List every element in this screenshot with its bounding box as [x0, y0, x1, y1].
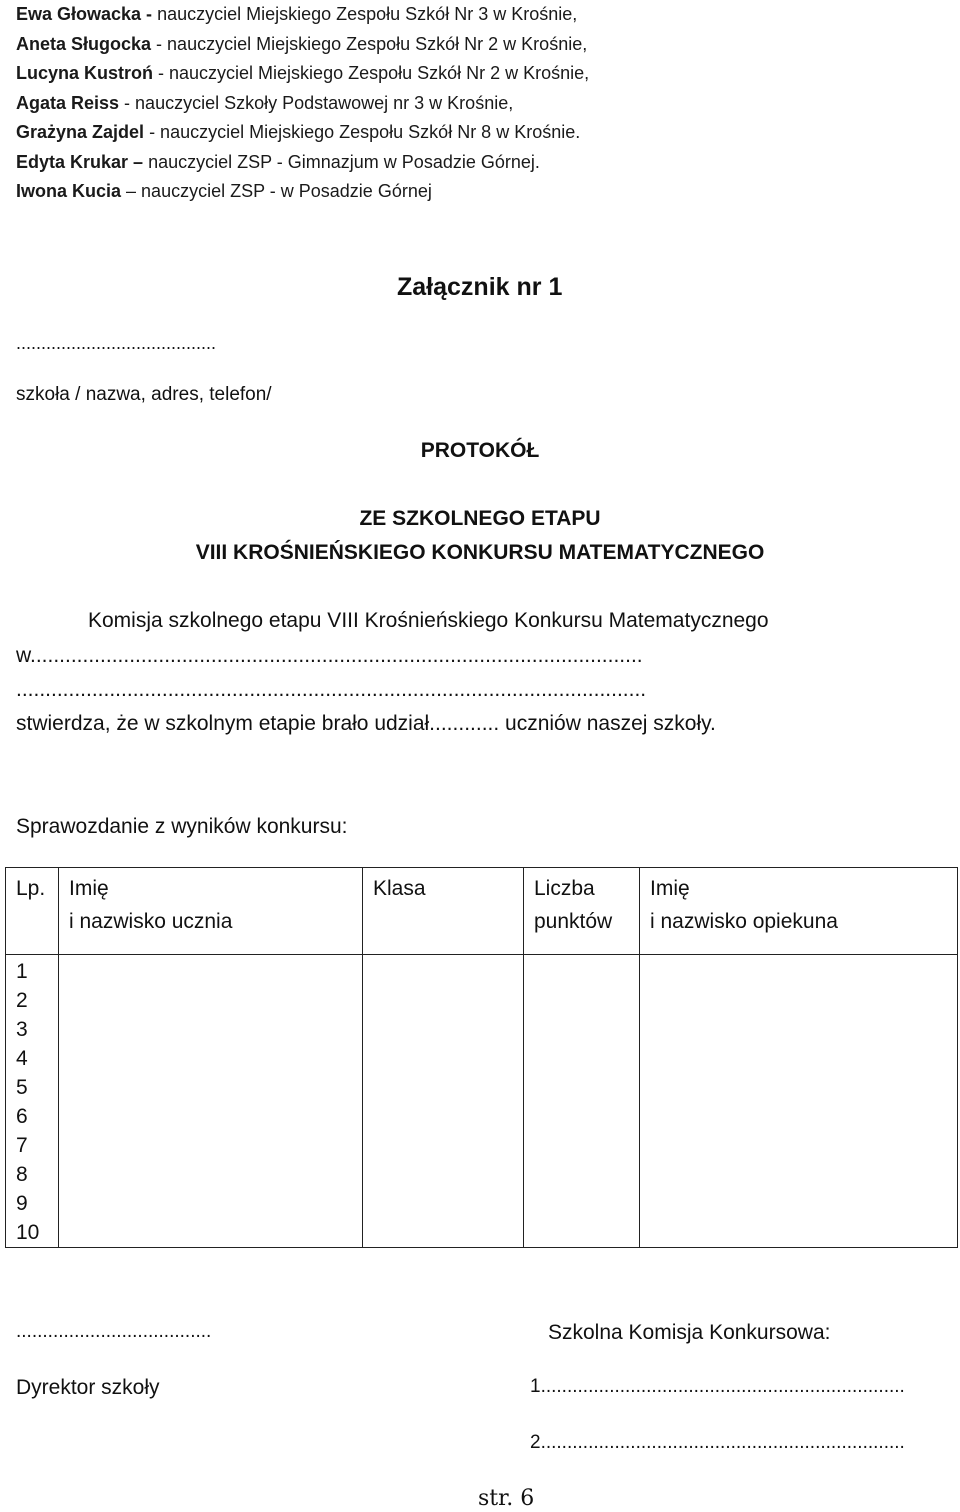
points-cell[interactable] — [524, 955, 640, 1248]
header-student-name-line-2: i nazwisko ucznia — [69, 910, 233, 933]
director-label: Dyrektor szkoły — [16, 1376, 160, 1399]
commission-line: Komisja szkolnego etapu VIII Krośnieńskiego Konkursu Matematycznego — [88, 609, 769, 632]
row-number: 4 — [16, 1047, 28, 1070]
row-number: 9 — [16, 1192, 28, 1215]
member-name: Iwona Kucia — [16, 181, 122, 201]
header-student-name — [59, 868, 363, 955]
lp-cell — [6, 955, 59, 1248]
member-name: Lucyna Kustroń — [16, 63, 154, 83]
table-row — [6, 955, 958, 1248]
header-points-line-2: punktów — [534, 910, 613, 933]
tutor-cell[interactable] — [640, 955, 958, 1248]
protocol-title: PROTOKÓŁ — [420, 439, 540, 462]
commission-signature-1: 1..................................................................... — [530, 1376, 905, 1397]
committee-member — [16, 30, 589, 60]
location-dots-line: w......................................................................................................... — [16, 644, 643, 667]
member-name: Edyta Krukar – — [16, 151, 144, 172]
committee-member — [16, 89, 589, 119]
committee-member — [16, 177, 589, 207]
member-role: nauczyciel Miejskiego Zespołu Szkół Nr 3 w Krośnie, — [152, 4, 578, 24]
table-header-row — [6, 868, 958, 955]
committee-member — [16, 0, 589, 30]
header-tutor — [640, 868, 958, 955]
report-heading: Sprawozdanie z wyników konkursu: — [16, 815, 348, 838]
member-role: - nauczyciel Miejskiego Zespołu Szkół Nr 2 w Krośnie, — [151, 33, 588, 54]
row-number: 1 — [16, 960, 28, 983]
row-number: 7 — [16, 1134, 28, 1157]
stage-title: ZE SZKOLNEGO ETAPU — [359, 507, 601, 530]
school-dots: ........................................ — [16, 333, 217, 353]
member-role: - nauczyciel Miejskiego Zespołu Szkół Nr 8 w Krośnie. — [144, 122, 581, 142]
member-name: Ewa Głowacka - — [16, 4, 153, 24]
commission-signature-2: 2..................................................................... — [530, 1432, 905, 1453]
class-cell[interactable] — [363, 955, 524, 1248]
header-tutor-line-1: Imię — [650, 877, 690, 900]
row-number: 8 — [16, 1163, 28, 1186]
member-role: - nauczyciel Szkoły Podstawowej nr 3 w Krośnie, — [119, 92, 514, 113]
contest-title: VIII KROŚNIEŃSKIEGO KONKURSU MATEMATYCZNEGO — [195, 541, 765, 564]
header-student-name-line-1: Imię — [69, 877, 109, 900]
member-name: Agata Reiss — [16, 92, 120, 113]
director-signature-dots: ..................................... — [16, 1321, 212, 1342]
results-table — [5, 867, 958, 1248]
member-role: – nauczyciel ZSP - w Posadzie Górnej — [121, 181, 432, 201]
row-number: 10 — [16, 1221, 40, 1244]
header-points-line-1: Liczba — [534, 877, 595, 900]
header-tutor-line-2: i nazwisko opiekuna — [650, 910, 838, 933]
row-number: 3 — [16, 1018, 28, 1041]
row-number: 2 — [16, 989, 28, 1012]
committee-member — [16, 59, 589, 89]
member-name: Grażyna Zajdel — [16, 122, 145, 142]
participants-statement: stwierdza, że w szkolnym etapie brało udział............ uczniów naszej szkoły. — [16, 712, 716, 735]
committee-member — [16, 148, 589, 178]
member-role: nauczyciel ZSP - Gimnazjum w Posadzie Górnej. — [143, 151, 540, 172]
member-name: Aneta Sługocka — [16, 33, 152, 54]
committee-member — [16, 118, 589, 148]
header-points — [524, 868, 640, 955]
row-number: 6 — [16, 1105, 28, 1128]
row-number: 5 — [16, 1076, 28, 1099]
student-name-cell[interactable] — [59, 955, 363, 1248]
attachment-title: Załącznik nr 1 — [397, 273, 563, 301]
page-number: str. 6 — [478, 1486, 535, 1511]
header-class — [363, 868, 524, 955]
header-lp — [6, 868, 59, 955]
location-dots-continuation: ............................................................................................................ — [16, 678, 647, 701]
committee-member-list — [16, 0, 589, 207]
school-label: szkoła / nazwa, adres, telefon/ — [16, 384, 272, 405]
header-class-label: Klasa — [373, 877, 426, 900]
header-lp-label: Lp. — [16, 877, 46, 900]
member-role: - nauczyciel Miejskiego Zespołu Szkół Nr 2 w Krośnie, — [153, 63, 590, 83]
commission-label: Szkolna Komisja Konkursowa: — [548, 1321, 831, 1344]
